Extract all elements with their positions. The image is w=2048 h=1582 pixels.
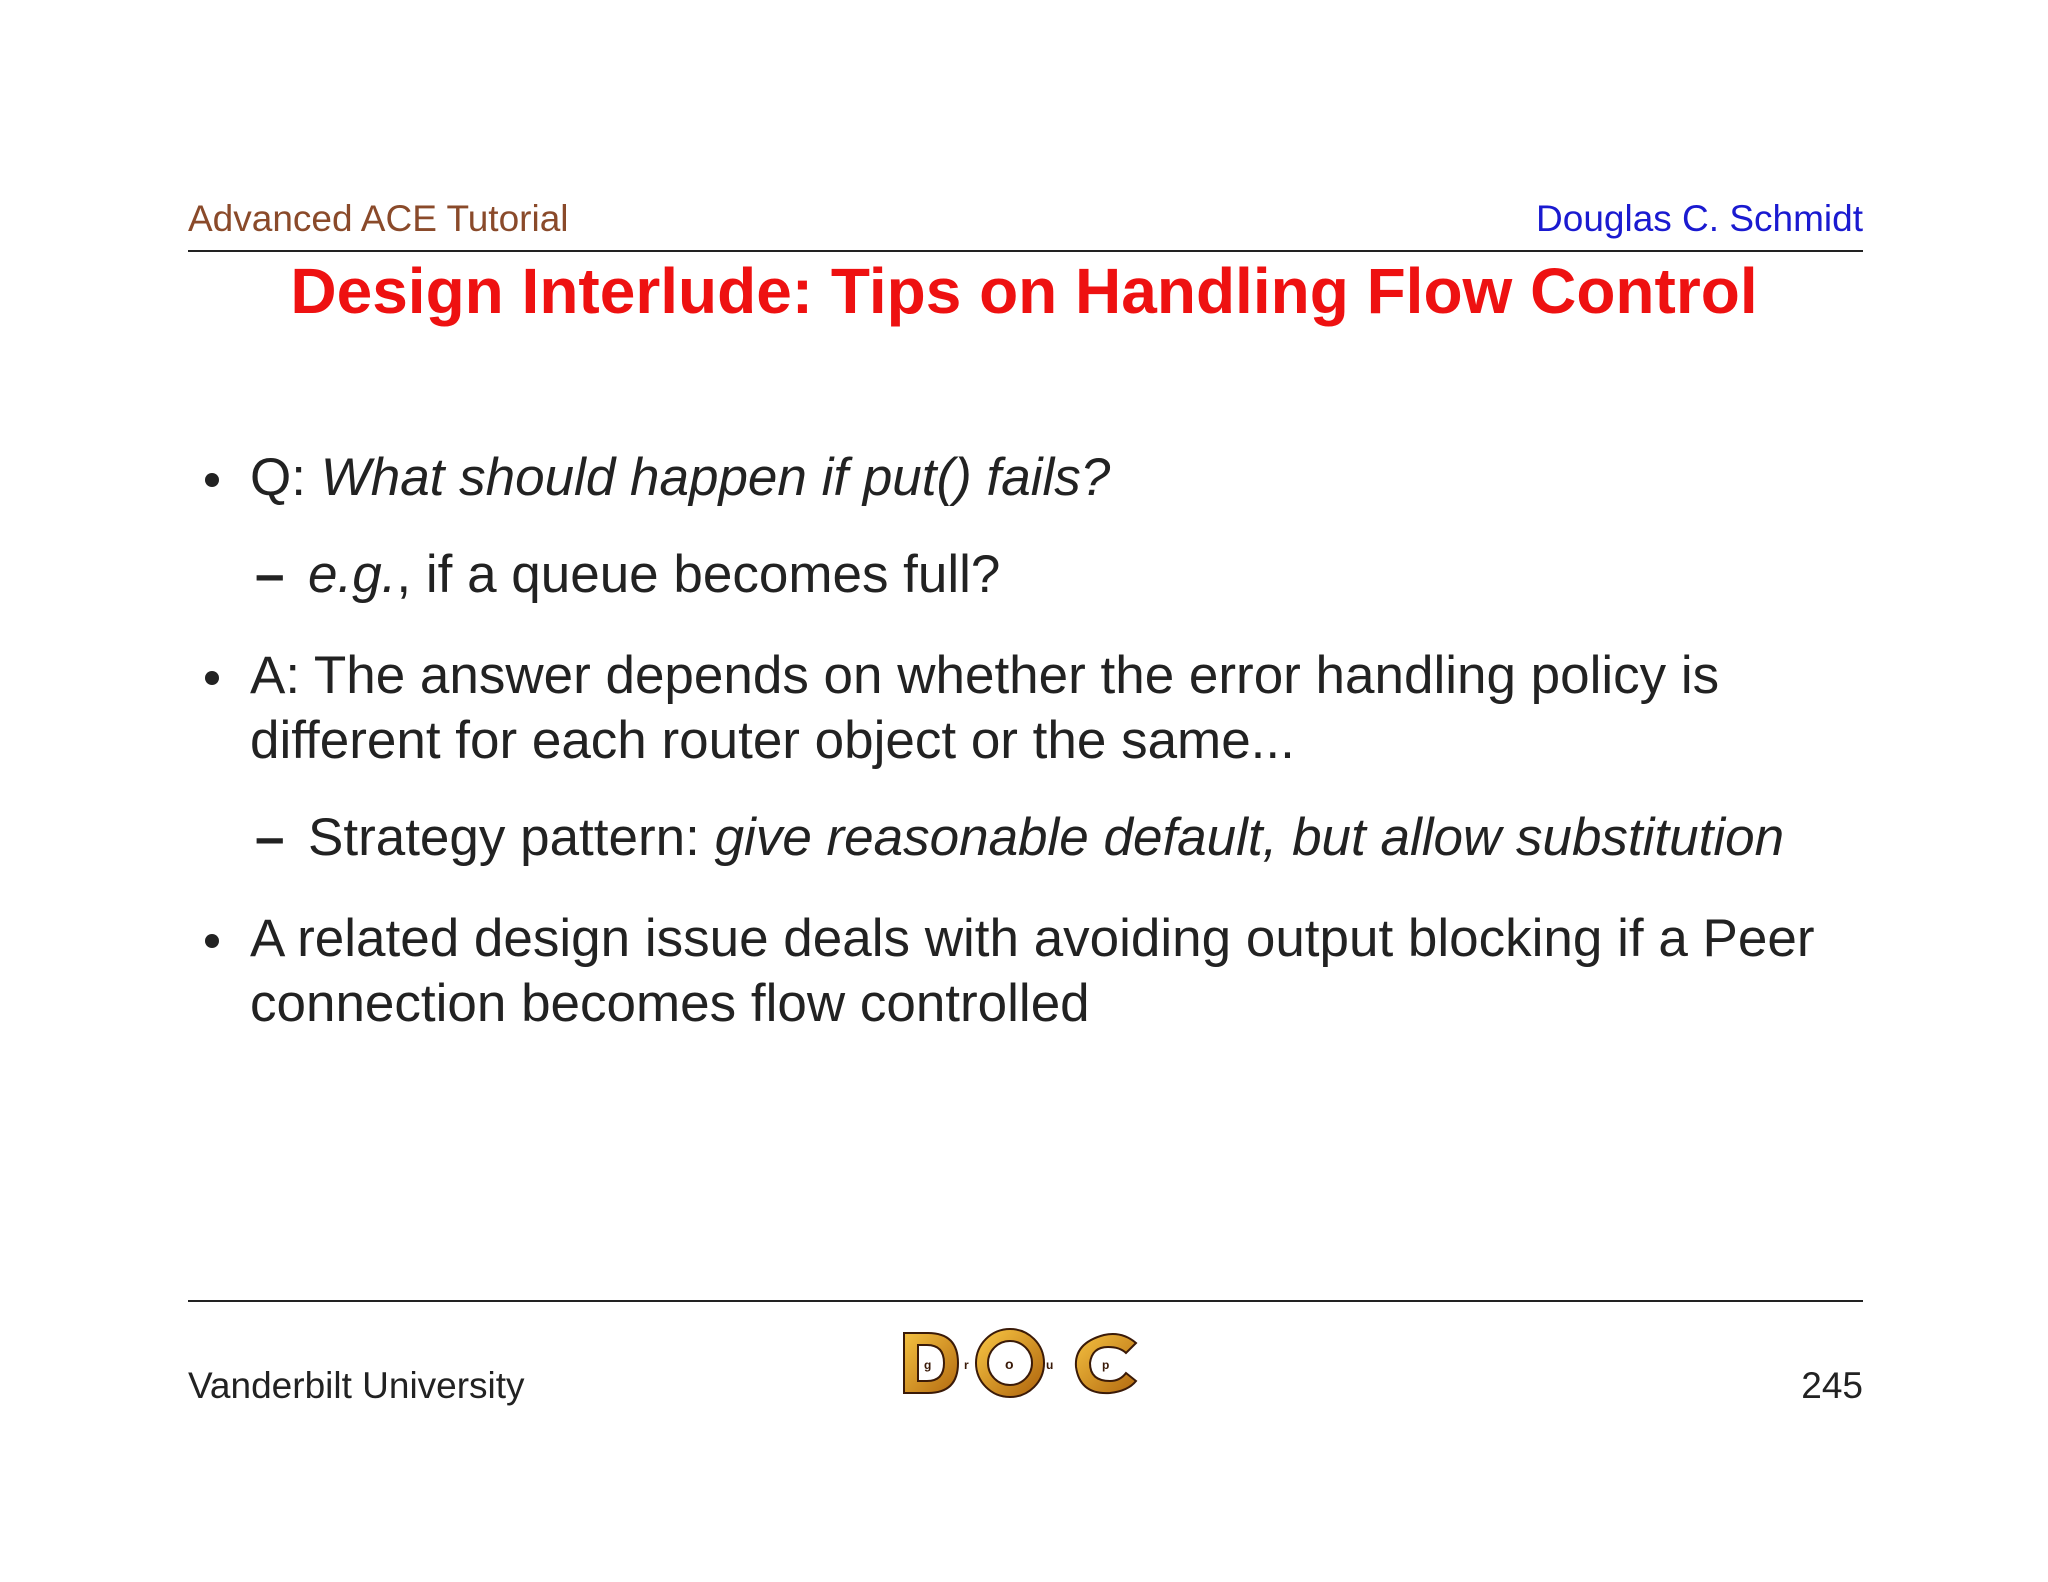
bullet-text: A related design issue deals with avoiding output blocking if a Peer connection becomes flow controlled <box>250 909 1815 1033</box>
sub-bullet-text: , if a queue becomes full? <box>396 545 1001 604</box>
slide-content <box>195 445 1875 1036</box>
logo-small-letter: g <box>924 1358 932 1372</box>
bullet-text: A: The answer depends on whether the error handling policy is different for each router object or the same... <box>250 646 1720 770</box>
bullet-dot <box>205 934 219 948</box>
logo-small-letter: u <box>1046 1358 1054 1372</box>
logo-small-letter: o <box>1005 1356 1014 1372</box>
top-divider <box>188 250 1863 252</box>
bottom-divider <box>188 1300 1863 1302</box>
bullet-answer <box>195 643 1875 773</box>
sub-bullet-emphasis: give reasonable default, but allow substitution <box>714 808 1785 867</box>
logo-small-letter: r <box>964 1358 969 1372</box>
bullet-related-issue <box>195 906 1875 1036</box>
page-number: 245 <box>1801 1365 1863 1406</box>
sub-bullet-dash: – <box>255 545 285 604</box>
bullet-prefix: Q: <box>250 448 321 507</box>
sub-bullet-strategy <box>195 805 1875 870</box>
sub-bullet-text: Strategy pattern: <box>308 808 715 867</box>
logo-small-letter: p <box>1102 1358 1110 1372</box>
header-course-title: Advanced ACE Tutorial <box>188 198 569 239</box>
doc-group-logo <box>900 1325 1150 1400</box>
bullet-dot <box>205 671 219 685</box>
header-author: Douglas C. Schmidt <box>1536 198 1863 239</box>
sub-bullet-example <box>195 542 1875 607</box>
bullet-emphasis: What should happen if put() fails? <box>320 448 1111 507</box>
sub-bullet-dash: – <box>255 808 285 867</box>
sub-bullet-emphasis: e.g. <box>308 545 397 604</box>
bullet-dot <box>205 473 219 487</box>
bullet-question <box>195 445 1875 510</box>
slide-title: Design Interlude: Tips on Handling Flow Control <box>290 255 1758 327</box>
footer-institution: Vanderbilt University <box>188 1365 525 1406</box>
